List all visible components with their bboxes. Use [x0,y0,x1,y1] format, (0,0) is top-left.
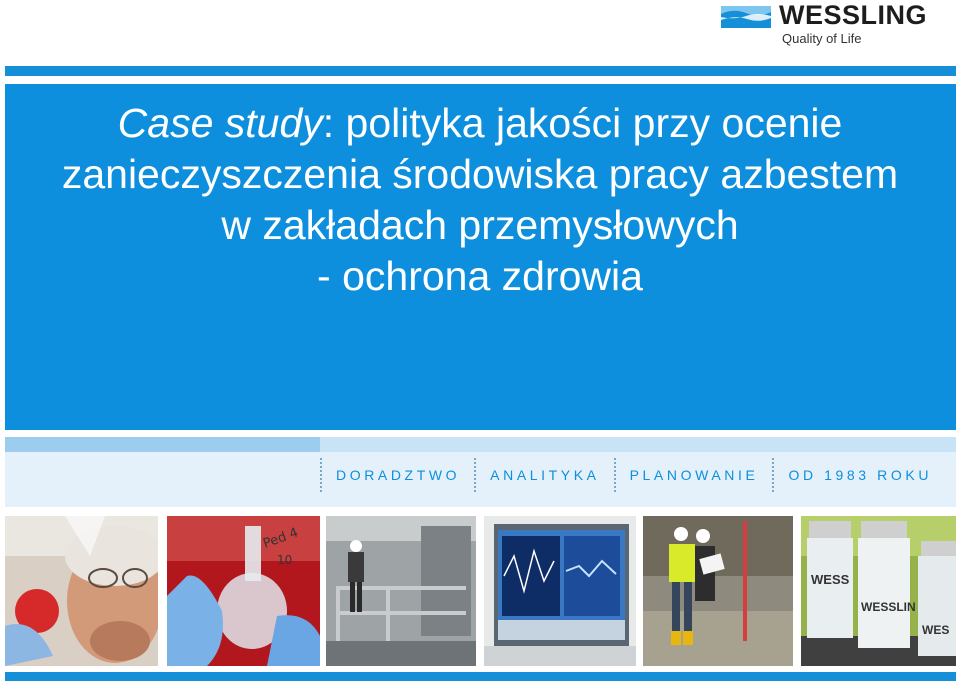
title-line-3: w zakładach przemysłowych [221,202,739,248]
flask-writing: Ped 4 [261,525,301,552]
service-planning: PLANOWANIE [629,467,759,483]
band-top-strip [5,437,956,452]
slide-title [0,98,960,302]
photo-strip [5,516,956,666]
top-stripe [5,66,956,76]
vial-label-3: WES [922,623,950,637]
photo-industrial-site [326,516,476,666]
title-line-1 [0,98,960,149]
vial-label-1: WESS [811,572,850,587]
service-consulting: DORADZTWO [336,467,461,483]
wessling-logo [721,0,946,50]
photo-vials [801,516,956,666]
service-analytics: ANALITYKA [490,467,600,483]
title-italic: Case study [117,100,323,146]
title-line-2: zanieczyszczenia środowiska pracy azbestem [61,151,899,197]
photo-monitor [484,516,636,666]
vial-label-2: WESSLIN [861,600,916,614]
photo-field-workers [643,516,793,666]
wave-logo-icon [721,6,771,28]
title-line-4: - ochrona zdrowia [317,253,643,299]
title-line-1-rest: : polityka jakości przy ocenie [322,100,843,146]
logo-wordmark: WESSLING [779,0,928,30]
photo-flask [167,516,320,666]
services-list [320,458,946,492]
photo-scientist [5,516,158,666]
service-since: OD 1983 ROKU [788,467,933,483]
logo-tagline: Quality of Life [782,31,862,46]
flask-writing-2: 10 [277,553,293,567]
bottom-stripe [5,672,956,681]
